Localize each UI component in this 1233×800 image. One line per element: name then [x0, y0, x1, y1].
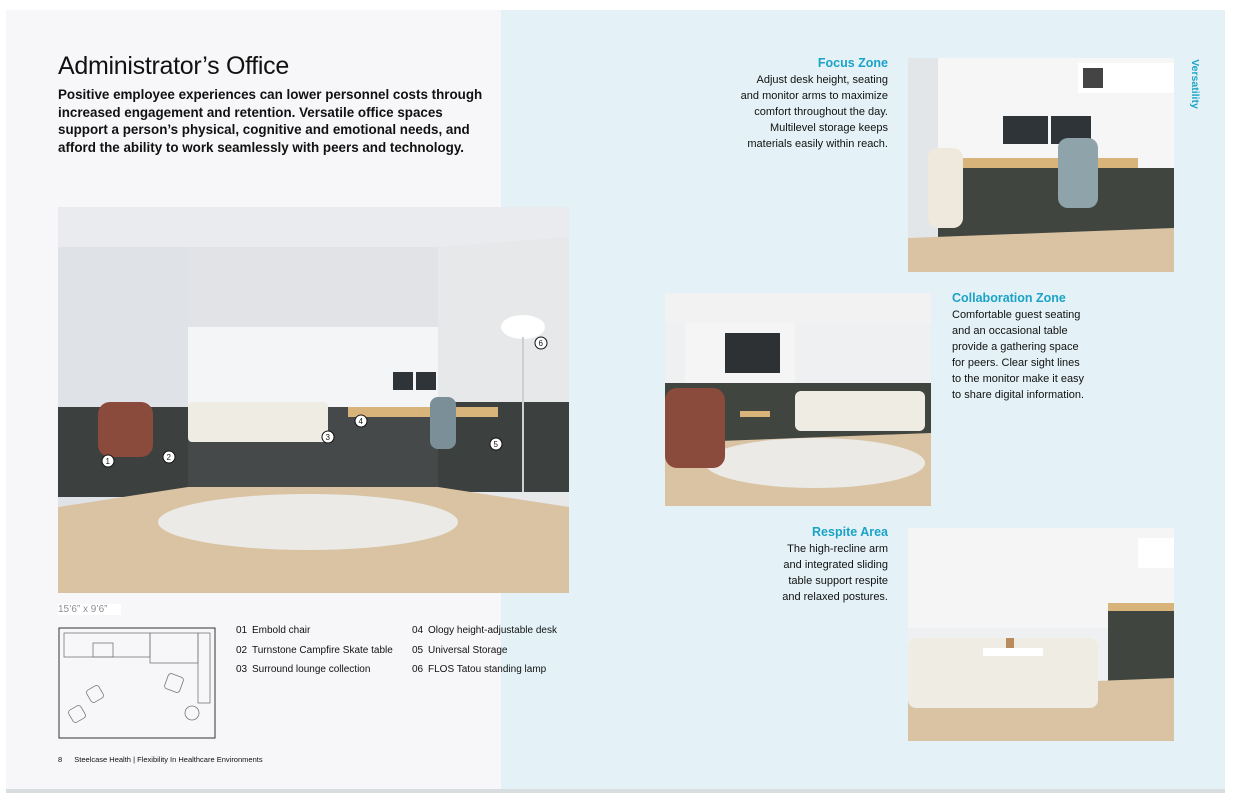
- office-photo: [58, 207, 569, 593]
- respite-area-title: Respite Area: [812, 525, 888, 539]
- callout-2: 2: [166, 453, 171, 462]
- plan-dimensions: 15’6” x 9’6”: [58, 604, 121, 615]
- respite-area-text: The high-recline arm and integrated sliding table support respite and relaxed postures.: [782, 543, 888, 603]
- focus-zone-photo: [908, 58, 1174, 272]
- legend-item: 05 Universal Storage: [412, 644, 508, 656]
- page-footer: [58, 755, 263, 764]
- footer-separator: |: [133, 755, 136, 764]
- section-tab-label: Versatility: [1188, 59, 1201, 109]
- respite-area-photo: [908, 528, 1174, 741]
- footer-subtitle: Flexibility In Healthcare Environments: [137, 755, 263, 764]
- legend-column-1: [236, 621, 393, 680]
- collaboration-zone-text: Comfortable guest seating and an occasional table provide a gathering space for peers. Clear sight lines to the monitor make it easy to share digital information.: [952, 309, 1085, 401]
- legend-item: 02 Turnstone Campfire Skate table: [236, 644, 393, 656]
- callout-1: 1: [105, 457, 110, 466]
- collaboration-zone-photo: [665, 293, 931, 506]
- focus-zone-title: Focus Zone: [817, 56, 888, 70]
- callout-4: 4: [358, 417, 363, 426]
- legend-item: 06 FLOS Tatou standing lamp: [412, 664, 547, 675]
- floor-plan: [58, 627, 216, 739]
- legend-item: 04 Ology height-adjustable desk: [412, 625, 557, 636]
- callout-5: 5: [493, 440, 498, 449]
- intro-paragraph: Positive employee experiences can lower personnel costs through increased engagement and retention. Versatile office spaces support a person’s physical, cognitive and emotional needs, and afford the ability to work seamlessly with peers and technology.: [58, 87, 483, 155]
- legend-item: 03 Surround lounge collection: [236, 664, 371, 675]
- section-tab: [1190, 58, 1210, 118]
- callout-6: 6: [538, 339, 543, 348]
- footer-brand: Steelcase Health: [74, 755, 131, 764]
- page-title: Administrator’s Office: [58, 52, 289, 80]
- page-number: 8: [58, 755, 63, 764]
- legend-column-2: [412, 621, 557, 680]
- legend-item: 01 Embold chair: [236, 625, 311, 636]
- focus-zone-text: Adjust desk height, seating and monitor arms to maximize comfort throughout the day. Multilevel storage keeps materials easily within reach.: [740, 74, 888, 150]
- collaboration-zone-title: Collaboration Zone: [952, 291, 1066, 305]
- page-shadow: [6, 789, 1225, 793]
- callout-3: 3: [325, 433, 330, 442]
